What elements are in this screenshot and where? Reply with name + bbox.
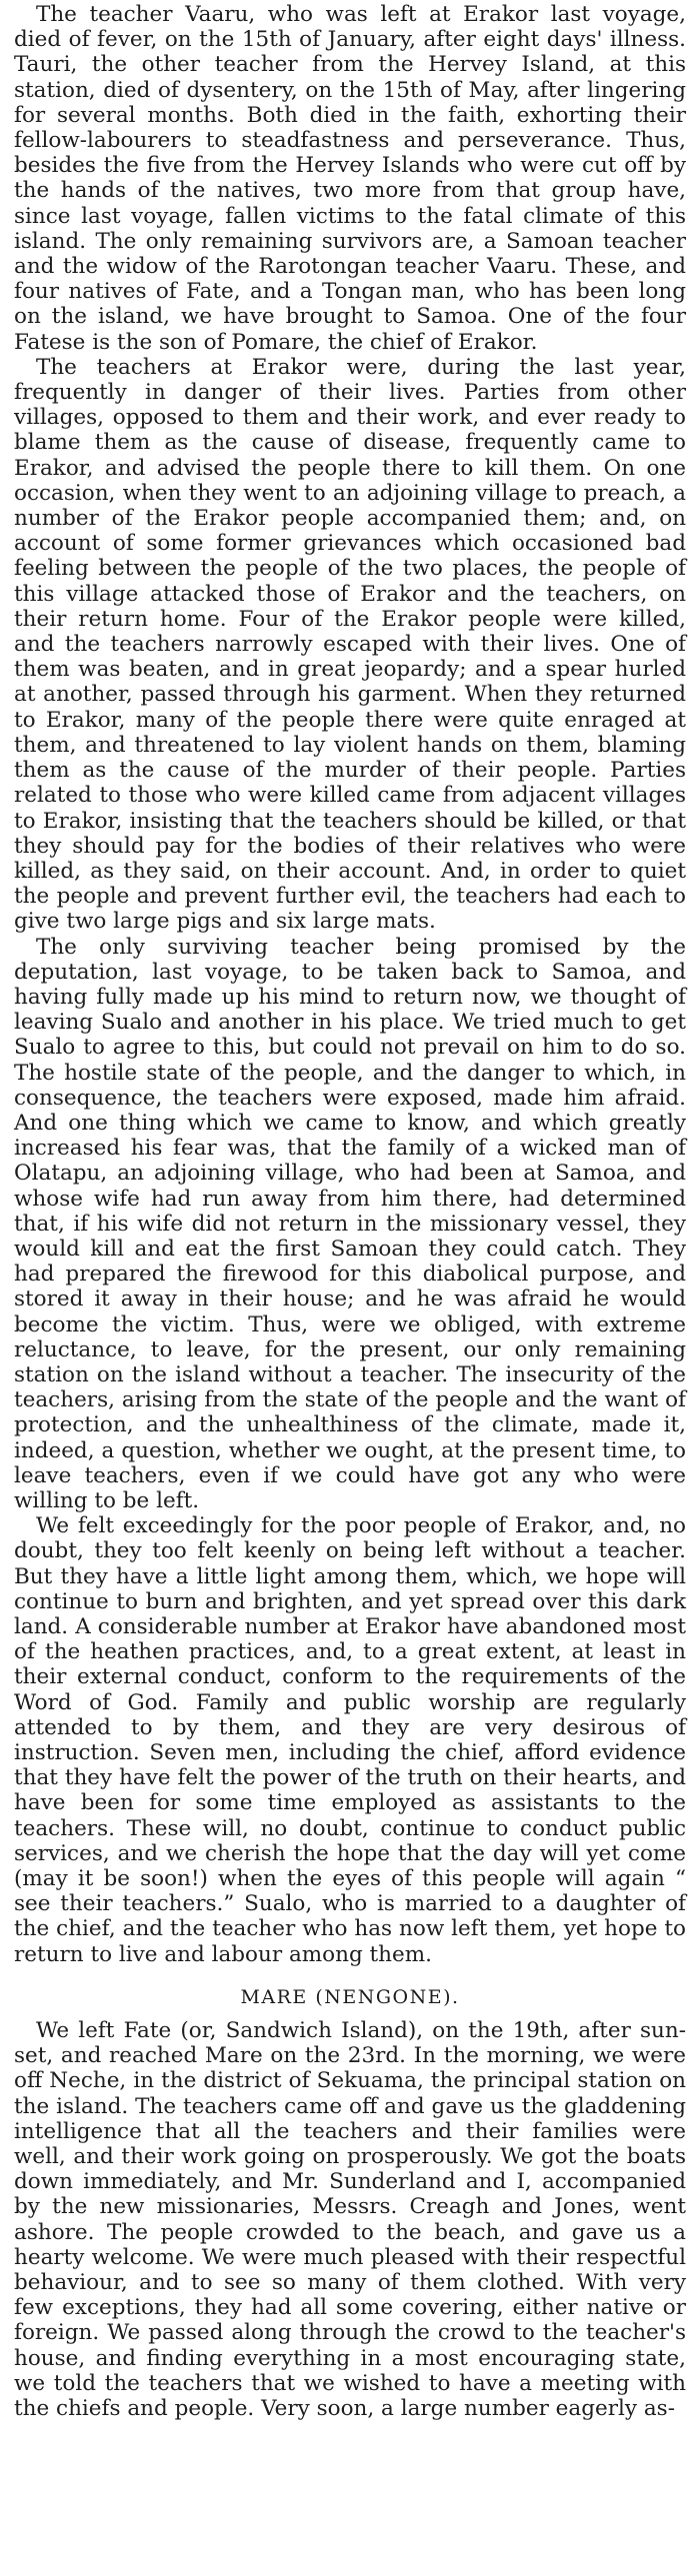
paragraph-erakor-teacher-deaths: The teacher Vaaru, who was left at Erakor last voyage, died of fever, on the 15th of January, after eight days' illness. Tauri, the other teacher from the Hervey Island, at this station, died of dysentery, on the 15th of May, after lingering for several months. Both died in the faith, exhorting their fellow-labourers to steadfastness and perseverance. Thus, besides the five from the Hervey Islands who were cut off by the hands of the natives, two more from that group have, since last voyage, fallen victims to the fatal climate of this island. The only remaining survivors are, a Samoan teacher and the widow of the Rarotongan teacher Vaaru. These, and four natives of Fate, and a Tongan man, who has been long on the island, we have brought to Samoa. One of the four Fatese is the son of Pomare, the chief of Erakor. <box>14 2 686 355</box>
paragraph-erakor-sualo: The only surviving teacher being promised by the deputation, last voyage, to be taken back to Samoa, and having fully made up his mind to return now, we thought of leaving Sualo and another in his place. We tried much to get Sualo to agree to this, but could not prevail on him to do so. The hostile state of the people, and the danger to which, in consequence, the teachers were exposed, made him afraid. And one thing which we came to know, and which greatly increased his fear was, that the family of a wicked man of Olatapu, an adjoining village, who had been at Samoa, and whose wife had run away from him there, had determined that, if his wife did not return in the missionary vessel, they would kill and eat the first Samoan they could catch. They had prepared the firewood for this diabolical purpose, and stored it away in their house; and he was afraid he would become the victim. Thus, were we obliged, with extreme reluctance, to leave, for the present, our only remaining station on the island without a teacher. The insecurity of the teachers, arising from the state of the people and the want of protection, and the unhealthiness of the climate, made it, indeed, a question, whether we ought, at the present time, to leave teachers, even if we could have got any who were willing to be left. <box>14 934 686 1513</box>
paragraph-erakor-dangers: The teachers at Erakor were, during the last year, frequently in danger of their lives. Parties from other villages, opposed to them and their work, and ever ready to blame them as the cause of disease, frequently came to Erakor, and advised the people there to kill them. On one occasion, when they went to an adjoining village to preach, a number of the Erakor people accompanied them; and, on account of some former grievances which occasioned bad feeling between the people of the two places, the people of this village attacked those of Erakor and the teachers, on their return home. Four of the Erakor people were killed, and the teachers narrowly escaped with their lives. One of them was beaten, and in great jeopardy; and a spear hurled at another, passed through his garment. When they returned to Erakor, many of the people there were quite enraged at them, and threatened to lay violent hands on them, blaming them as the cause of the murder of their people. Parties related to those who were killed came from adjacent villages to Erakor, insisting that the teachers should be killed, or that they should pay for the bodies of their relatives who were killed, as they said, on their account. And, in order to quiet the people and prevent further evil, the teachers had each to give two large pigs and six large mats. <box>14 354 686 935</box>
section-heading-mare: MARE (NENGONE). <box>240 1985 460 2008</box>
paragraph-erakor-hope: We felt exceedingly for the poor people of Erakor, and, no doubt, they too felt keenly on being left without a teacher. But they have a little light among them, which, we hope will continue to burn and brighten, and yet spread over this dark land. A considerable number at Erakor have abandoned most of the heathen practices, and, to a great extent, at least in their external conduct, conform to the requirements of the Word of God. Family and public worship are regularly attended to by them, and they are very desirous of instruction. Seven men, including the chief, afford evidence that they have felt the power of the truth on their hearts, and have been for some time employed as assistants to the teachers. These will, no doubt, continue to conduct public services, and we cherish the hope that the day will yet come (may it be soon!) when the eyes of this people will again “ see their teachers.” Sualo, who is married to a daughter of the chief, and the teacher who has now left them, yet hope to return to live and labour among them. <box>14 1513 686 1967</box>
paragraph-mare-arrival: We left Fate (or, Sandwich Island), on the 19th, after sun-set, and reached Mare on the 23rd. In the morning, we were off Neche, in the district of Sekuama, the principal station on the island. The teachers came off and gave us the gladdening intelligence that all the teachers and their families were well, and their work going on prosperously. We got the boats down immediately, and Mr. Sunderland and I, accompanied by the new missionaries, Messrs. Creagh and Jones, went ashore. The people crowded to the beach, and gave us a hearty welcome. We were much pleased with their respectful behaviour, and to see so many of them clothed. With very few exceptions, they had all some covering, either native or foreign. We passed along through the crowd to the teacher's house, and finding everything in a most encouraging state, we told the teachers that we wished to have a meeting with the chiefs and people. Very soon, a large number eagerly as- <box>14 2018 686 2422</box>
